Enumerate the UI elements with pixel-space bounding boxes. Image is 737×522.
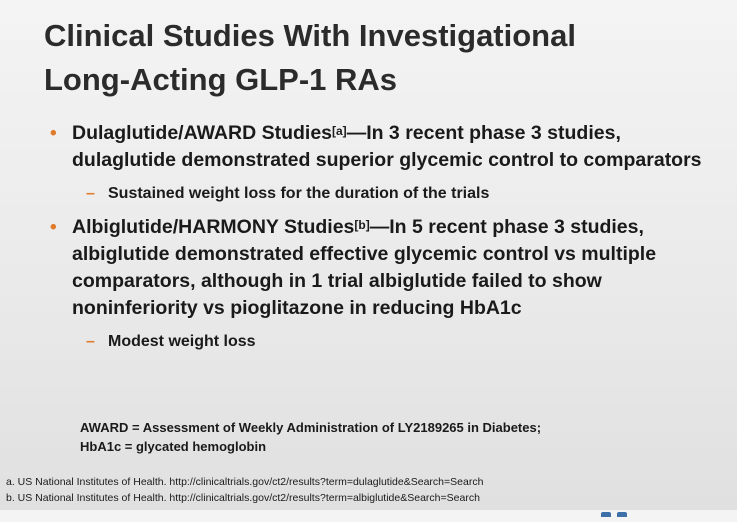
bullet-albiglutide [50,214,720,322]
slide-title-line-1: Clinical Studies With Investigational [44,18,576,53]
bullet-list [50,120,720,362]
bullet-text: —In 5 recent phase 3 studies, albiglutide demonstrated effective glycemic control vs multiple comparators, although in 1 trial albiglutide failed to show noninferiority vs pioglitazone in reducing HbA1c [72,216,657,319]
bullet-text: —In 3 recent phase 3 studies, dulaglutide demonstrated superior glycemic control to comparators [72,122,702,171]
sub-bullet-text: Modest weight loss [108,333,256,350]
dash-icon: – [86,185,95,202]
reference-a: a. US National Institutes of Health. http://clinicaltrials.gov/ct2/results?term=dulaglutide&Search=Search [6,476,484,488]
slide-title-line-2: Long-Acting GLP-1 RAs [44,62,398,97]
corner-logo-fragment [601,504,661,510]
bullet-dulaglutide [50,120,720,174]
abbreviations [80,418,680,456]
bullet-dot-icon: • [50,123,57,144]
slide-title [44,14,704,102]
reference-b: b. US National Institutes of Health. http://clinicaltrials.gov/ct2/results?term=albiglutide&Search=Search [6,492,480,504]
references [6,474,726,506]
sub-bullet-dulaglutide [50,183,720,205]
sub-bullet-albiglutide [50,331,720,353]
bullet-lead: Dulaglutide/AWARD Studies [72,122,333,144]
abbreviation-award: AWARD = Assessment of Weekly Administration of LY2189265 in Diabetes; [80,420,542,435]
bullet-ref: [a] [332,124,347,138]
sub-bullet-text: Sustained weight loss for the duration of the trials [108,185,490,202]
bullet-dot-icon: • [50,217,57,238]
bullet-lead: Albiglutide/HARMONY Studies [72,216,355,238]
dash-icon: – [86,333,95,350]
bullet-ref: [b] [354,218,370,232]
abbreviation-hba1c: HbA1c = glycated hemoglobin [80,439,267,454]
